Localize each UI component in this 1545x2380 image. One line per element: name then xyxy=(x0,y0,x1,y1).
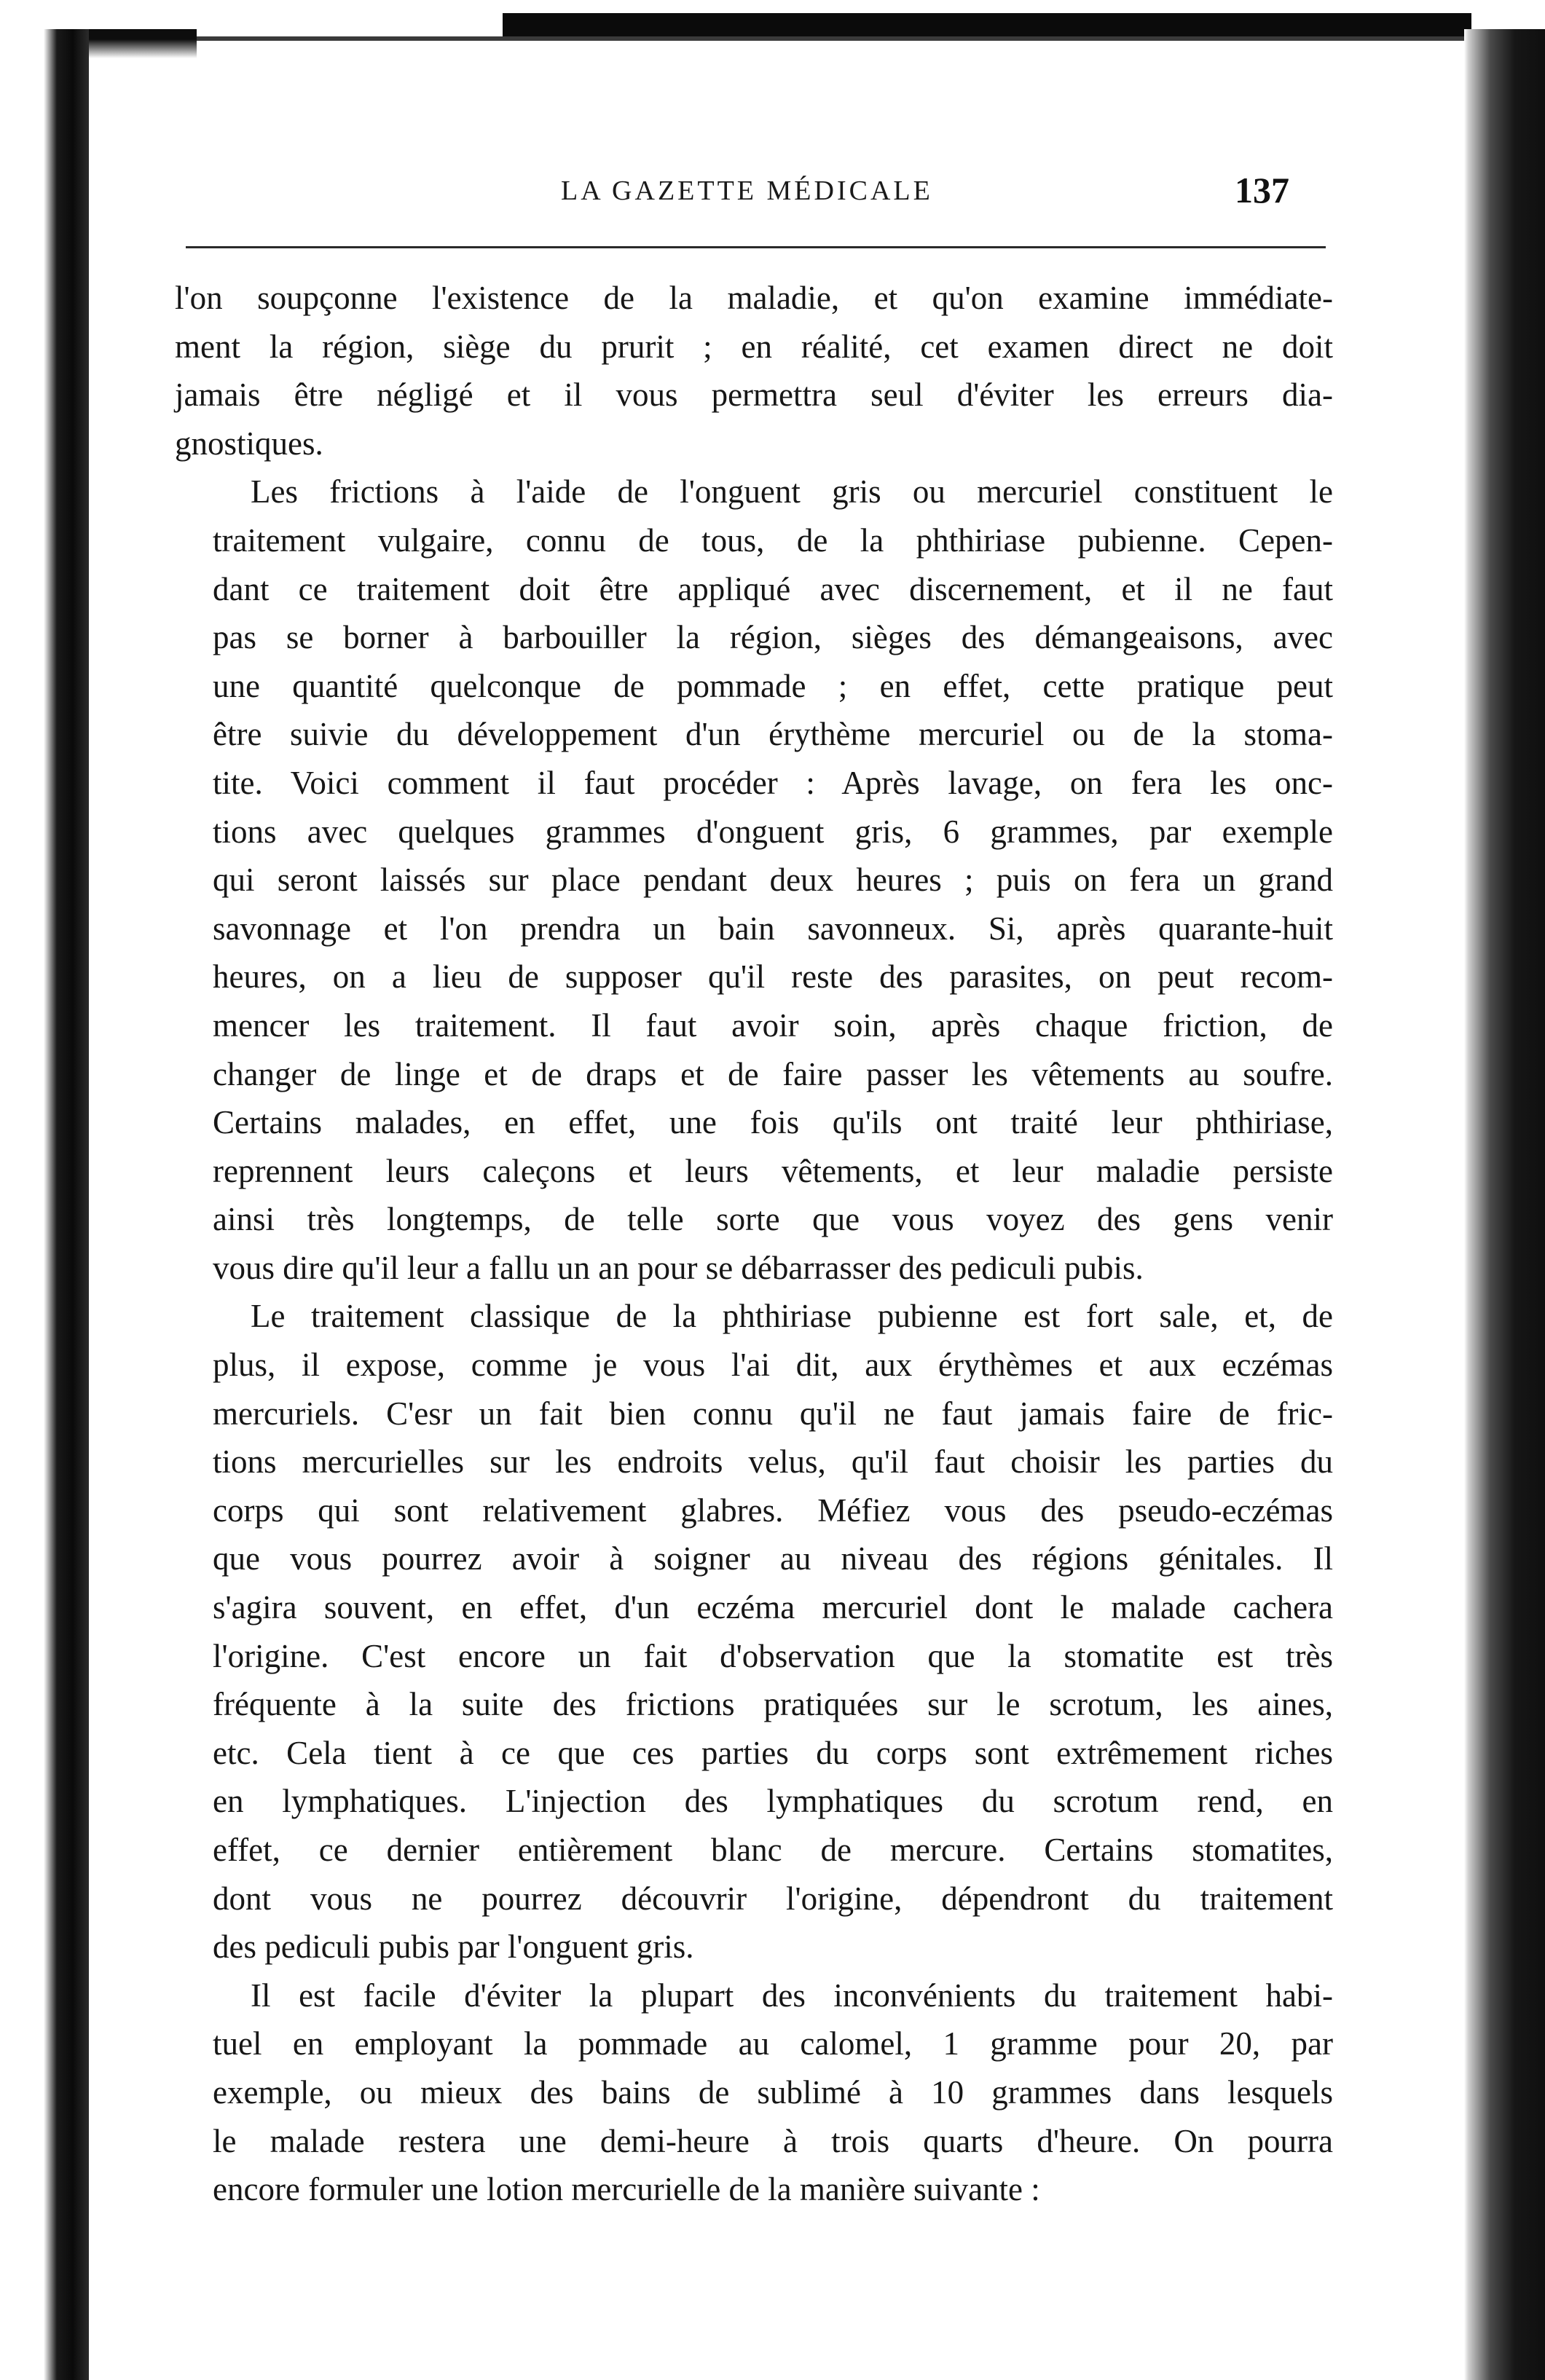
text-line: traitement vulgaire, connu de tous, de la phthiriase pubienne. Cepen- xyxy=(213,521,1333,559)
paragraph xyxy=(175,274,1333,468)
text-line: Les frictions à l'aide de l'onguent gris ou mercuriel constituent le xyxy=(251,473,1333,511)
paragraph xyxy=(175,468,1333,1292)
text-line: reprennent leurs caleçons et leurs vêtements, et leur maladie persiste xyxy=(213,1152,1333,1189)
text-line: des pediculi pubis par l'onguent gris. xyxy=(213,1928,694,1966)
page-number: 137 xyxy=(1235,170,1289,210)
text-line: tite. Voici comment il faut procéder : Après lavage, on fera les onc- xyxy=(213,764,1333,801)
text-line: tions mercurielles sur les endroits velus, qu'il faut choisir les parties du xyxy=(213,1443,1333,1481)
body-text xyxy=(175,274,1333,2214)
text-line: corps qui sont relativement glabres. Méfiez vous des pseudo-eczémas xyxy=(213,1492,1333,1529)
text-line: qui seront laissés sur place pendant deux heures ; puis on fera un grand xyxy=(213,862,1333,899)
text-line: tions avec quelques grammes d'onguent gris, 6 grammes, par exemple xyxy=(213,813,1333,850)
text-line: encore formuler une lotion mercurielle de la manière suivante : xyxy=(213,2171,1040,2208)
text-line: une quantité quelconque de pommade ; en effet, cette pratique peut xyxy=(213,667,1333,704)
text-line: pas se borner à barbouiller la région, sièges des démangeaisons, avec xyxy=(213,619,1333,656)
text-line: plus, il expose, comme je vous l'ai dit, aux érythèmes et aux eczémas xyxy=(213,1347,1333,1384)
text-line: mercuriels. C'esr un fait bien connu qu'il ne faut jamais faire de fric- xyxy=(213,1395,1333,1432)
text-line: gnostiques. xyxy=(175,425,323,462)
scan-border-top xyxy=(503,13,1471,38)
scan-border-left xyxy=(0,29,89,2380)
text-line: Le traitement classique de la phthiriase pubienne est fort sale, et, de xyxy=(251,1298,1333,1335)
text-line: l'on soupçonne l'existence de la maladie, et qu'on examine immédiate- xyxy=(175,280,1333,316)
text-line: effet, ce dernier entièrement blanc de mercure. Certains stomatites, xyxy=(213,1832,1333,1868)
header-rule xyxy=(186,246,1326,248)
text-line: Certains malades, en effet, une fois qu'ils ont traité leur phthiriase, xyxy=(213,1104,1333,1141)
running-title: LA GAZETTE MÉDICALE xyxy=(561,176,933,206)
text-line: exemple, ou mieux des bains de sublimé à 10 grammes dans lesquels xyxy=(213,2073,1333,2111)
text-line: savonnage et l'on prendra un bain savonneux. Si, après quarante-huit xyxy=(213,910,1333,947)
text-line: en lymphatiques. L'injection des lymphatiques du scrotum rend, en xyxy=(213,1783,1333,1820)
text-line: le malade restera une demi-heure à trois quarts d'heure. On pourra xyxy=(213,2122,1333,2159)
text-line: dant ce traitement doit être appliqué avec discernement, et il ne faut xyxy=(213,570,1333,607)
text-line: Il est facile d'éviter la plupart des inconvénients du traitement habi- xyxy=(251,1977,1333,2014)
paragraph xyxy=(175,1292,1333,1971)
text-line: heures, on a lieu de supposer qu'il reste des parasites, on peut recom- xyxy=(213,958,1333,996)
text-line: jamais être négligé et il vous permettra seul d'éviter les erreurs dia- xyxy=(175,377,1333,414)
text-line: être suivie du développement d'un érythème mercuriel ou de la stoma- xyxy=(213,716,1333,753)
text-line: ment la région, siège du prurit ; en réalité, cet examen direct ne doit xyxy=(175,328,1333,365)
text-line: dont vous ne pourrez découvrir l'origine, dépendront du traitement xyxy=(213,1880,1333,1917)
text-line: changer de linge et de draps et de faire passer les vêtements au soufre. xyxy=(213,1055,1333,1092)
text-line: que vous pourrez avoir à soigner au niveau des régions génitales. Il xyxy=(213,1540,1333,1577)
paragraph xyxy=(175,1971,1333,2214)
scan-border-top-line xyxy=(87,36,1471,41)
text-line: l'origine. C'est encore un fait d'observation que la stomatite est très xyxy=(213,1637,1333,1674)
text-line: fréquente à la suite des frictions pratiquées sur le scrotum, les aines, xyxy=(213,1686,1333,1723)
scan-border-right xyxy=(1464,29,1545,2380)
text-line: etc. Cela tient à ce que ces parties du corps sont extrêmement riches xyxy=(213,1734,1333,1771)
text-line: ainsi très longtemps, de telle sorte que vous voyez des gens venir xyxy=(213,1201,1333,1238)
text-line: s'agira souvent, en effet, d'un eczéma mercuriel dont le malade cachera xyxy=(213,1589,1333,1626)
text-line: tuel en employant la pommade au calomel, 1 gramme pour 20, par xyxy=(213,2025,1333,2062)
text-line: mencer les traitement. Il faut avoir soin, après chaque friction, de xyxy=(213,1006,1333,1044)
text-line: vous dire qu'il leur a fallu un an pour se débarrasser des pediculi pubis. xyxy=(213,1249,1144,1286)
